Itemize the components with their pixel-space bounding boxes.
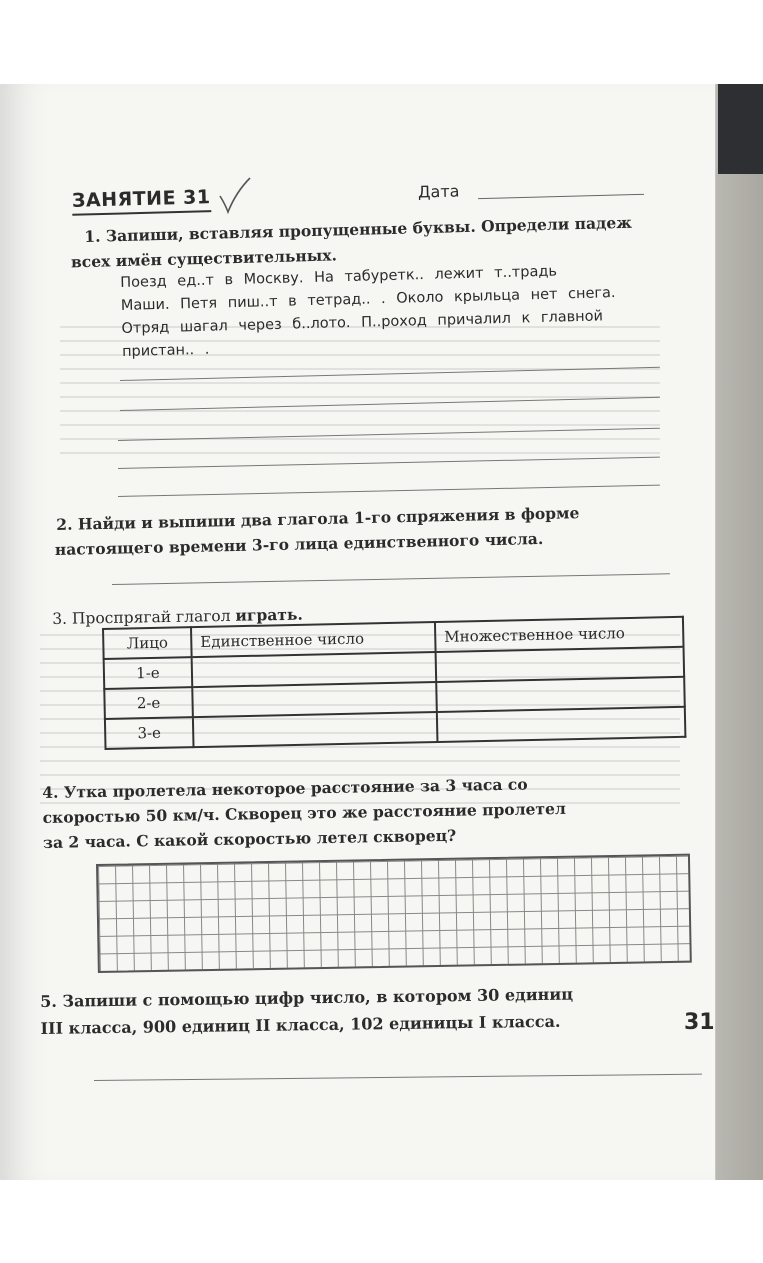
photo-background (0, 84, 763, 1180)
check-mark-icon (216, 176, 256, 216)
date-label: Дата (417, 181, 460, 202)
table-header-cell: Множественное число (435, 617, 684, 652)
person-cell: 3-е (105, 717, 194, 749)
dark-object (718, 84, 763, 174)
task-1-prompt-line: всех имён существительных. (70, 245, 338, 272)
task-5-line: III класса, 900 единиц II класса, 102 единицы I класса. (40, 1011, 561, 1038)
table-header-cell: Лицо (103, 627, 192, 659)
task-1-text-line: пристан.. . (121, 341, 210, 360)
answer-line[interactable] (118, 457, 660, 469)
person-cell: 2-е (104, 687, 193, 719)
task-4-line: скоростью 50 км/ч. Скворец это же расстояние пролетел (42, 798, 566, 827)
plural-cell[interactable] (437, 707, 686, 742)
page-number: 31 (684, 1010, 715, 1035)
conjugation-table (102, 616, 686, 750)
task-1-text-line: Поезд ед..т в Москву. На табуретк.. лежит т..традь (120, 263, 558, 291)
singular-cell[interactable] (193, 712, 438, 747)
task-4-line: 4. Утка пролетела некоторое расстояние за 3 часа со (42, 774, 528, 802)
task-1-text-line: Маши. Петя пиш..т в тетрад.. . Около крыльца нет снега. (120, 285, 616, 314)
task-3-prompt-text: 3. Проспрягай глагол (52, 606, 231, 628)
task-1-text-line: Отряд шагал через б..лото. П..роход причалил к главной (121, 308, 604, 337)
task-5-prompt (40, 981, 574, 1042)
task-2-prompt (56, 500, 580, 562)
task-5-line: 5. Запиши с помощью цифр число, в котором 30 единиц (40, 984, 574, 1011)
task-2-prompt-line: 2. Найди и выпиши два глагола 1-го спряжения в форме (56, 503, 580, 534)
answer-line[interactable] (94, 1074, 702, 1081)
task-4-line: за 2 часа. С какой скоростью летел скворец? (42, 825, 457, 852)
task-2-prompt-line: настоящего времени 3-го лица единственного числа. (54, 528, 544, 560)
solution-grid[interactable] (96, 854, 692, 973)
task-3-verb: играть. (235, 604, 304, 625)
person-cell: 1-е (104, 657, 193, 689)
workbook-page (0, 84, 716, 1180)
date-field[interactable] (478, 194, 644, 199)
table-header-cell: Единственное число (191, 622, 436, 657)
answer-line[interactable] (112, 573, 670, 585)
answer-line[interactable] (118, 485, 660, 497)
task-1-prompt-line: 1. Запиши, вставляя пропущенные буквы. Определи падеж (84, 212, 633, 246)
task-4-prompt (42, 771, 566, 855)
task-1-text (120, 259, 617, 364)
lesson-title: ЗАНЯТИЕ 31 (72, 186, 211, 216)
